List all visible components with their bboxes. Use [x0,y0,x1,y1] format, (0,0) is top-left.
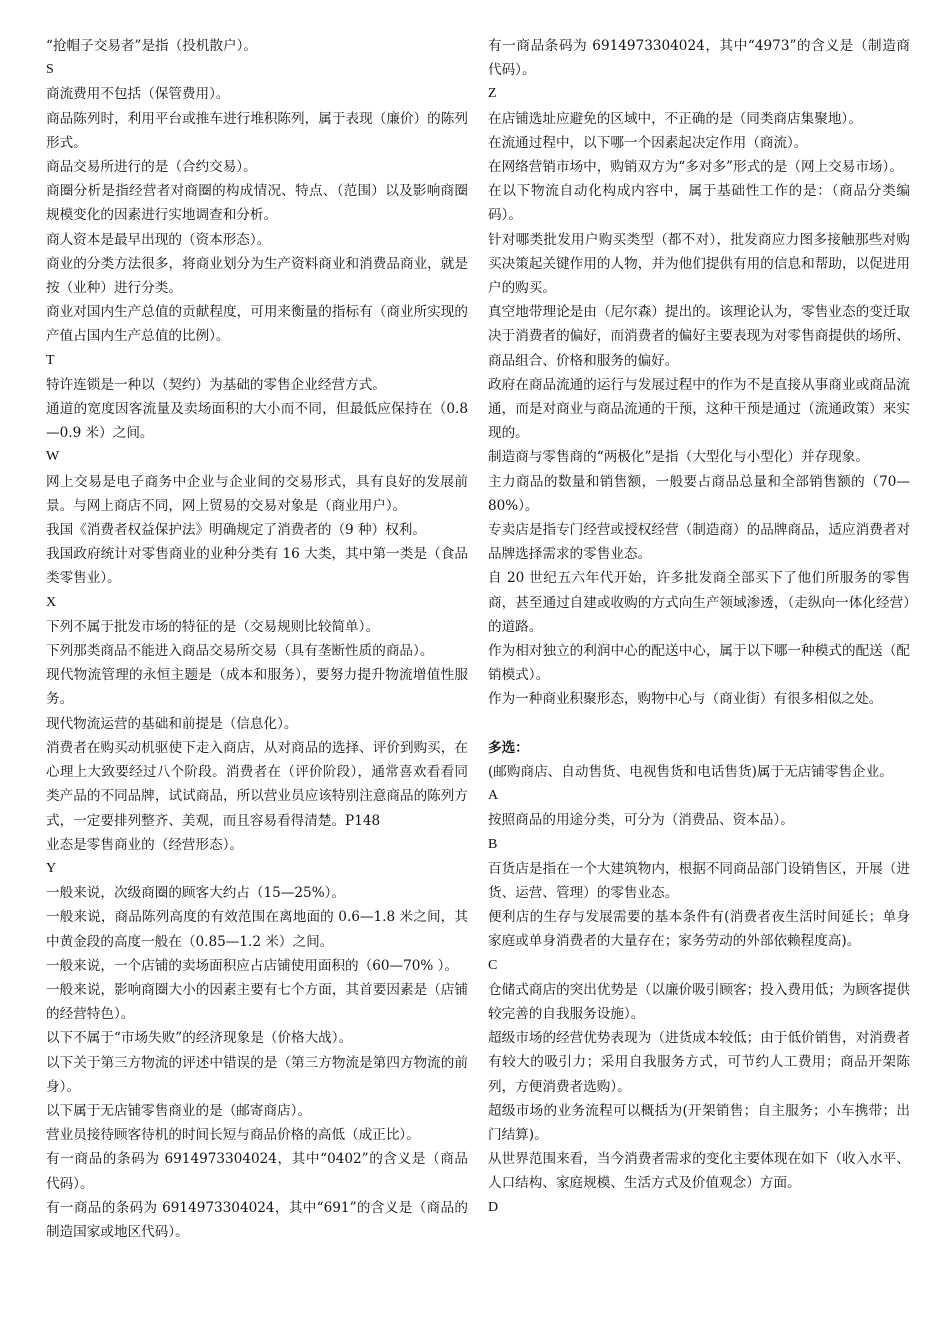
paragraph: 仓储式商店的突出优势是（以廉价吸引顾客；投入费用低；为顾客提供较完善的自我服务设施）。 [488,981,910,1022]
section-letter: T [46,352,55,368]
paragraph: 商人资本是最早出现的（资本形态）。 [46,231,271,248]
right-column [488,34,910,1220]
paragraph: 在以下物流自动化构成内容中，属于基础性工作的是：（商品分类编码）。 [488,183,910,224]
paragraph: 消费者在购买动机驱使下走入商店，从对商品的选择、评价到购买，在心理上大致要经过八个阶段。消费者在（评价阶段），通常喜欢看看同类产品的不同品牌，试试商品，所以营业员应该特别注意商品的陈列方式，一定要排列整齐、美观，而且容易看得清楚。P148 [46,739,468,829]
section-letter: S [46,62,54,78]
section-letter: X [46,594,57,610]
paragraph: 商品交易所进行的是（合约交易）。 [46,159,257,176]
section-letter: Y [46,860,57,876]
paragraph: 业态是零售商业的（经营形态）。 [46,836,244,853]
paragraph: 有一商品条码为 6914973304024，其中“4973”的含义是（制造商代码）。 [488,38,910,79]
paragraph: 以下关于第三方物流的评述中错误的是（第三方物流是第四方物流的前身）。 [46,1054,468,1095]
paragraph: 从世界范围来看，当今消费者需求的变化主要体现在如下（收入水平、人口结构、家庭规模、生活方式及价值观念）方面。 [488,1151,910,1192]
section-heading: 多选： [488,739,529,756]
paragraph: 真空地带理论是由（尼尔森）提出的。该理论认为，零售业态的变迁取决于消费者的偏好，而消费者的偏好主要表现为对零售商提供的场所、商品组合、价格和服务的偏好。 [488,304,910,369]
paragraph: 针对哪类批发用户购买类型（都不对），批发商应力图多接触那些对购买决策起关键作用的人物，并为他们提供有用的信息和帮助，以促进用户的购买。 [488,231,910,297]
section-letter: B [488,836,498,852]
paragraph: 下列不属于批发市场的特征的是（交易规则比较简单）。 [46,618,380,635]
paragraph: 我国《消费者权益保护法》明确规定了消费者的（9 种）权利。 [46,522,426,539]
paragraph: 百货店是指在一个大建筑物内，根据不同商品部门设销售区，开展（进货、运营、管理）的零售业态。 [488,860,910,901]
paragraph: 超级市场的业务流程可以概括为(开架销售；自主服务；小车携带；出门结算)。 [488,1102,910,1143]
paragraph: 商圈分析是指经营者对商圈的构成情况、特点、（范围）以及影响商圈规模变化的因素进行实地调查和分析。 [46,183,468,224]
paragraph: “抢帽子交易者”是指（投机散户）。 [46,38,258,54]
section-letter: D [488,1199,499,1215]
paragraph: 政府在商品流通的运行与发展过程中的作为不是直接从事商业或商品流通，而是对商业与商品流通的干预，这种干预是通过（流通政策）来实现的。 [488,376,910,442]
paragraph: 在流通过程中，以下哪一个因素起决定作用（商流）。 [488,134,808,151]
paragraph: 一般来说，一个店铺的卖场面积应占店铺使用面积的（60—70% ）。 [46,957,459,974]
paragraph: (邮购商店、自动售货、电视售货和电话售货)属于无店铺零售企业。 [488,763,893,780]
paragraph: 在店铺选址应避免的区域中，不正确的是（同类商店集聚地）。 [488,110,862,127]
paragraph: 作为相对独立的利润中心的配送中心，属于以下哪一种模式的配送（配销模式）。 [488,643,910,684]
paragraph: 有一商品的条码为 6914973304024，其中“0402”的含义是（商品代码）。 [46,1151,468,1192]
paragraph: 现代物流运营的基础和前提是（信息化）。 [46,715,298,732]
paragraph: 我国政府统计对零售商业的业种分类有 16 大类，其中第一类是（食品类零售业）。 [46,546,468,587]
paragraph: 商业的分类方法很多，将商业划分为生产资料商业和消费品商业，就是按（业种）进行分类。 [46,255,468,297]
paragraph: 商流费用不包括（保管费用）。 [46,86,230,103]
paragraph: 商业对国内生产总值的贡献程度，可用来衡量的指标有（商业所实现的产值占国内生产总值的比例）。 [46,304,468,345]
paragraph: 便利店的生存与发展需要的基本条件有(消费者夜生活时间延长；单身家庭或单身消费者的大量存在；家务劳动的外部依赖程度高)。 [488,909,910,950]
paragraph: 超级市场的经营优势表现为（进货成本较低；由于低价销售，对消费者有较大的吸引力；采用自我服务方式，可节约人工费用；商品开架陈列，方便消费者选购）。 [488,1030,910,1095]
paragraph: 网上交易是电子商务中企业与企业间的交易形式，具有良好的发展前景。与网上商店不同，网上贸易的交易对象是（商业用户）。 [46,473,468,514]
paragraph: 有一商品的条码为 6914973304024，其中“691”的含义是（商品的制造国家或地区代码）。 [46,1199,468,1240]
paragraph: 自 20 世纪五六年代开始，许多批发商全部买下了他们所服务的零售商，甚至通过自建或收购的方式向生产领域渗透，（走纵向一体化经营）的道路。 [488,570,910,635]
paragraph: 一般来说，商品陈列高度的有效范围在离地面的 0.6—1.8 米之间，其中黄金段的高度一般在（0.85—1.2 米）之间。 [46,909,468,950]
paragraph: 营业员接待顾客待机的时间长短与商品价格的高低（成正比）。 [46,1127,420,1144]
paragraph: 以下不属于“市场失败”的经济现象是（价格大战）。 [46,1030,353,1047]
paragraph: 按照商品的用途分类，可分为（消费品、资本品）。 [488,812,794,829]
paragraph: 专卖店是指专门经营或授权经营（制造商）的品牌商品，适应消费者对品牌选择需求的零售业态。 [488,522,910,563]
paragraph: 以下属于无店铺零售商业的是（邮寄商店）。 [46,1102,312,1119]
paragraph: 下列那类商品不能进入商品交易所交易（具有垄断性质的商品）。 [46,643,434,660]
paragraph: 一般来说，次级商圈的顾客大约占（15—25%）。 [46,885,345,902]
section-letter: C [488,957,498,973]
paragraph: 在网络营销市场中，购销双方为“多对多”形式的是（网上交易市场）。 [488,159,903,176]
paragraph: 一般来说，影响商圈大小的因素主要有七个方面，其首要因素是（店铺的经营特色）。 [46,981,468,1023]
section-letter: A [488,788,499,804]
paragraph: 主力商品的数量和销售额，一般要占商品总量和全部销售额的（70—80%）。 [488,473,910,514]
paragraph: 现代物流管理的永恒主题是（成本和服务），要努力提升物流增值性服务。 [46,667,468,708]
paragraph: 特许连锁是一种以（契约）为基础的零售企业经营方式。 [46,376,386,393]
paragraph: 通道的宽度因客流量及卖场面积的大小而不同，但最低应保持在（0.8—0.9 米）之间。 [46,401,468,442]
paragraph: 作为一种商业积聚形态，购物中心与（商业街）有很多相似之处。 [488,691,883,708]
paragraph: 制造商与零售商的“两极化”是指（大型化与小型化）并存现象。 [488,449,869,466]
paragraph: 商品陈列时，利用平台或推车进行堆积陈列，属于表现（廉价）的陈列形式。 [46,110,468,151]
left-column [46,34,468,1244]
section-letter: W [46,449,60,465]
section-letter: Z [488,86,497,102]
